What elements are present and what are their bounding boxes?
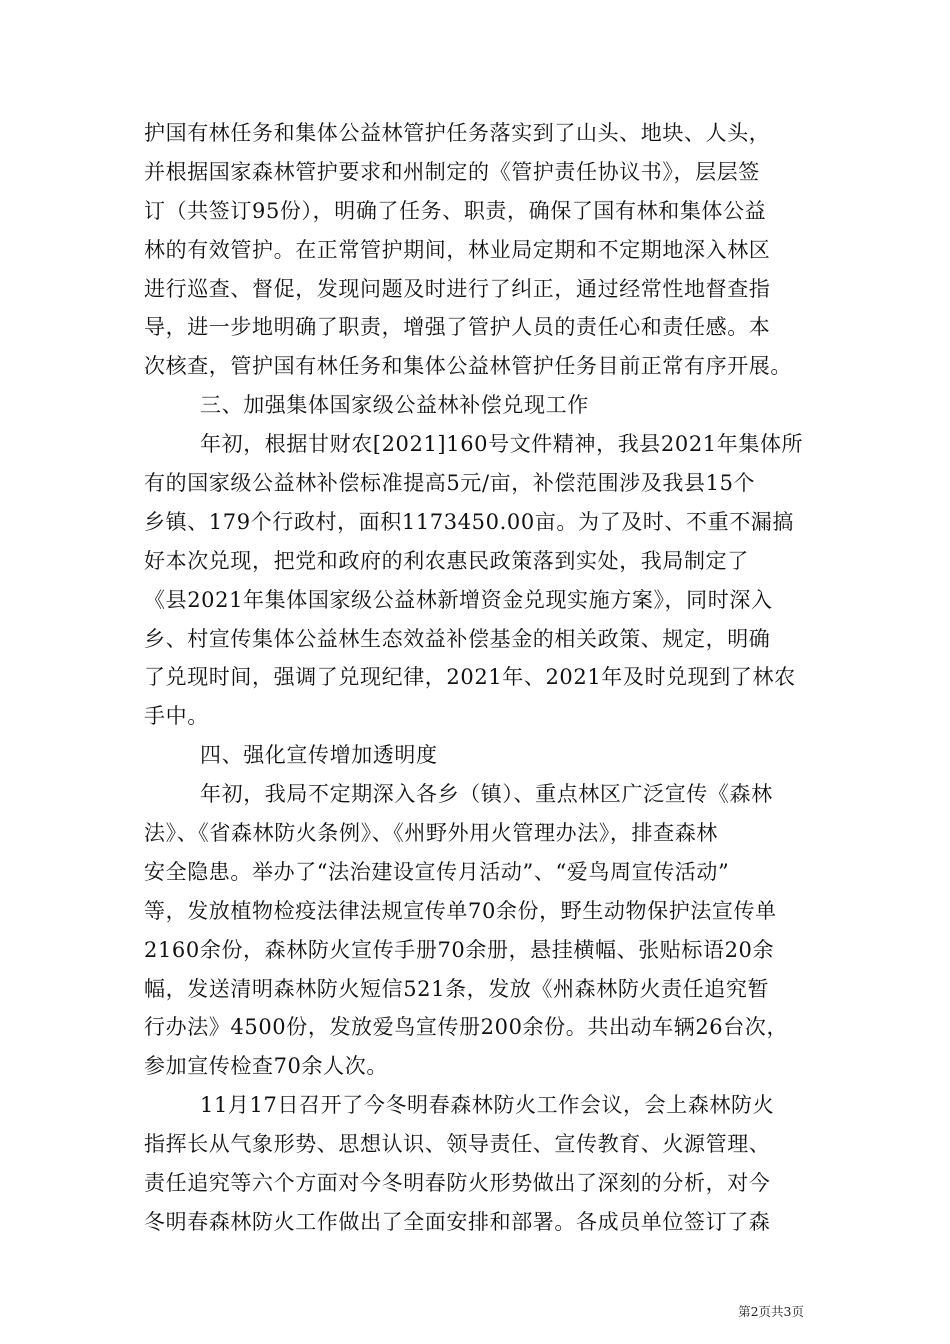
text-line: 年初，我局不定期深入各乡（镇）、重点林区广泛宣传《森林 bbox=[200, 782, 773, 807]
text-line: 冬明春森林防火工作做出了全面安排和部署。各成员单位签订了森 bbox=[144, 1209, 771, 1234]
text-line: 并根据国家森林管护要求和州制定的《管护责任协议书》，层层签 bbox=[144, 159, 760, 184]
text-line: 安全隐患。举办了“法治建设宣传月活动”、“爱鸟周宣传活动” bbox=[144, 859, 730, 884]
text-line: 四、强化宣传增加透明度 bbox=[200, 743, 438, 768]
page-number: 第2页共3页 bbox=[738, 1304, 804, 1319]
text-line: 责任追究等六个方面对今冬明春防火形势做出了深刻的分析，对今 bbox=[144, 1171, 771, 1196]
text-line: 了兑现时间，强调了兑现纪律，2021年、2021年及时兑现到了林农 bbox=[144, 665, 796, 690]
text-line: 2160余份，森林防火宣传手册70余册，悬挂横幅、张贴标语20余 bbox=[144, 937, 775, 962]
text-line: 好本次兑现，把党和政府的利农惠民政策落到实处，我局制定了 bbox=[144, 548, 749, 573]
text-line: 参加宣传检查70余人次。 bbox=[144, 1054, 388, 1079]
text-line: 幅，发送清明森林防火短信521条，发放《州森林防火责任追究暂 bbox=[144, 976, 770, 1001]
text-line: 指挥长从气象形势、思想认识、领导责任、宣传教育、火源管理、 bbox=[144, 1132, 771, 1157]
text-line: 法》、《省森林防火条例》、《州野外用火管理办法》，排查森林 bbox=[144, 821, 718, 846]
text-line: 导，进一步地明确了职责，增强了管护人员的责任心和责任感。本 bbox=[144, 315, 771, 340]
text-line: 三、加强集体国家级公益林补偿兑现工作 bbox=[200, 393, 589, 418]
text-line: 护国有林任务和集体公益林管护任务落实到了山头、地块、人头， bbox=[144, 121, 771, 145]
text-line: 《县2021年集体国家级公益林新增资金兑现实施方案》，同时深入 bbox=[144, 587, 773, 612]
text-line: 次核查，管护国有林任务和集体公益林管护任务目前正常有序开展。 bbox=[144, 354, 792, 379]
text-line: 等，发放植物检疫法律法规宣传单70余份，野生动物保护法宣传单 bbox=[144, 898, 777, 923]
text-line: 手中。 bbox=[144, 704, 209, 729]
text-line: 乡镇、179个行政村，面积1173450.00亩。为了及时、不重不漏搞 bbox=[144, 509, 795, 534]
text-line: 11月17日召开了今冬明春森林防火工作会议，会上森林防火 bbox=[200, 1093, 775, 1118]
text-line: 年初，根据甘财农[2021]160号文件精神，我县2021年集体所 bbox=[200, 432, 804, 457]
text-line: 行办法》4500份，发放爱鸟宣传册200余份。共出动车辆26台次， bbox=[144, 1015, 789, 1040]
text-line: 订（共签订95份），明确了任务、职责，确保了国有林和集体公益 bbox=[144, 198, 767, 223]
text-line: 乡、村宣传集体公益林生态效益补偿基金的相关政策、规定，明确 bbox=[144, 626, 771, 651]
body-text bbox=[144, 114, 810, 1242]
text-line: 有的国家级公益林补偿标准提高5元/亩，补偿范围涉及我县15个 bbox=[144, 471, 756, 496]
text-line: 进行巡查、督促，发现问题及时进行了纠正，通过经常性地督查指 bbox=[144, 276, 771, 301]
text-line: 林的有效管护。在正常管护期间，林业局定期和不定期地深入林区 bbox=[144, 237, 771, 262]
